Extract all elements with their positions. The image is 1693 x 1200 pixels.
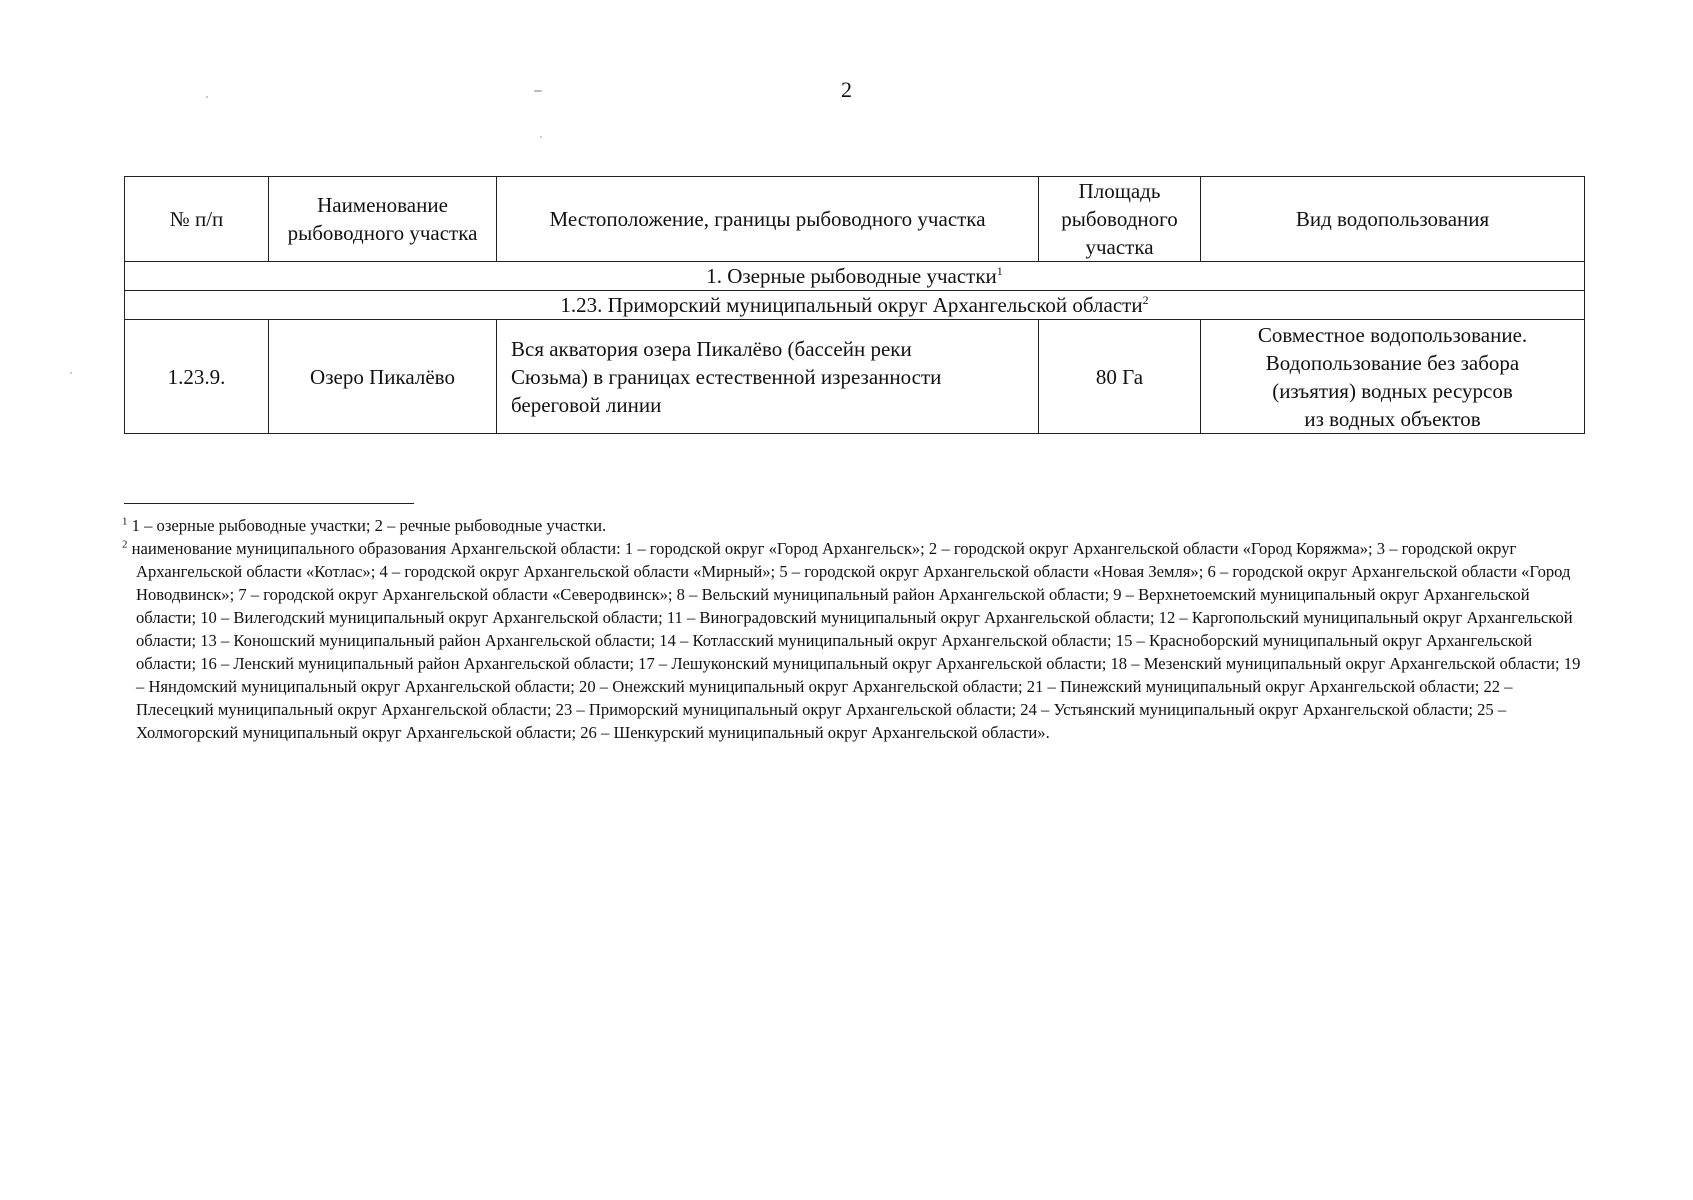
header-name-line1: Наименование <box>317 193 448 217</box>
header-area-line3: участка <box>1085 235 1154 259</box>
row-number: 1.23.9. <box>125 320 269 434</box>
footnote-2-marker: 2 <box>122 538 128 551</box>
section-footnote-ref: 1 <box>996 264 1003 278</box>
table-header-row <box>125 177 1585 262</box>
page-number: 2 <box>841 77 852 102</box>
footnote-1 <box>122 514 1584 537</box>
scan-speck <box>540 136 542 138</box>
footnote-1-marker: 1 <box>122 515 128 528</box>
row-name: Озеро Пикалёво <box>269 320 497 434</box>
header-water-use: Вид водопользования <box>1201 177 1585 262</box>
table-row <box>125 320 1585 434</box>
row-water-use-line3: (изъятия) водных ресурсов <box>1272 378 1513 403</box>
scan-speck <box>70 372 72 374</box>
section-row <box>125 262 1585 291</box>
row-water-use-line1: Совместное водопользование. <box>1257 322 1528 347</box>
row-location <box>497 320 1039 434</box>
subsection-footnote-ref: 2 <box>1142 293 1149 307</box>
header-name-line2: рыбоводного участка <box>287 221 478 245</box>
row-area: 80 Га <box>1039 320 1201 434</box>
row-water-use-line2: Водопользование без забора <box>1265 350 1520 375</box>
section-title-cell <box>125 262 1585 291</box>
header-name <box>269 177 497 262</box>
section-title: 1. Озерные рыбоводные участки <box>706 264 997 288</box>
subsection-row <box>125 291 1585 320</box>
fish-farming-sites-table <box>124 176 1585 434</box>
header-area-line2: рыбоводного <box>1061 207 1178 231</box>
header-area <box>1039 177 1201 262</box>
row-water-use <box>1201 320 1585 434</box>
header-area-line1: Площадь <box>1078 179 1161 203</box>
subsection-title: 1.23. Приморский муниципальный округ Архангельской области <box>560 293 1143 317</box>
row-location-line3: береговой линии <box>511 392 662 417</box>
header-number: № п/п <box>125 177 269 262</box>
row-water-use-line4: из водных объектов <box>1304 406 1481 431</box>
footnote-separator <box>124 503 414 504</box>
row-location-line2: Сюзьма) в границах естественной изрезанности <box>511 364 942 389</box>
footnote-1-text: 1 – озерные рыбоводные участки; 2 – речные рыбоводные участки. <box>131 516 607 535</box>
row-location-line1: Вся акватория озера Пикалёво (бассейн реки <box>511 336 912 361</box>
footnotes <box>122 514 1584 744</box>
footnote-2-text: наименование муниципального образования Архангельской области: 1 – городской округ «Город Архангельск»; 2 – городской округ Архангельской области «Город Коряжма»; 3 – городской округ Архангельской области «Котлас»; 4 – городской округ Архангельской области «Мирный»; 5 – городской округ Архангельской области «Новая Земля»; 6 – городской округ Архангельской области «Город Новодвинск»; 7 – городской округ Архангельской области «Северодвинск»; 8 – Вельский муниципальный район Архангельской области; 9 – Верхнетоемский муниципальный округ Архангельской области; 10 – Вилегодский муниципальный округ Архангельской области; 11 – Виноградовский муниципальный округ Архангельской области; 12 – Каргопольский муниципальный округ Архангельской области; 13 – Коношский муниципальный район Архангельской области; 14 – Котласский муниципальный округ Архангельской области; 15 – Красноборский муниципальный округ Архангельской области; 16 – Ленский муниципальный район Архангельской области; 17 – Лешуконский муниципальный округ Архангельской области; 18 – Мезенский муниципальный округ Архангельской области; 19 – Няндомский муниципальный округ Архангельской области; 20 – Онежский муниципальный округ Архангельской области; 21 – Пинежский муниципальный округ Архангельской области; 22 – Плесецкий муниципальный округ Архангельской области; 23 – Приморский муниципальный округ Архангельской области; 24 – Устьянский муниципальный округ Архангельской области; 25 – Холмогорский муниципальный округ Архангельской области; 26 – Шенкурский муниципальный округ Архангельской области». <box>131 539 1581 742</box>
footnote-2 <box>122 537 1584 744</box>
header-location: Местоположение, границы рыбоводного участка <box>497 177 1039 262</box>
subsection-title-cell <box>125 291 1585 320</box>
